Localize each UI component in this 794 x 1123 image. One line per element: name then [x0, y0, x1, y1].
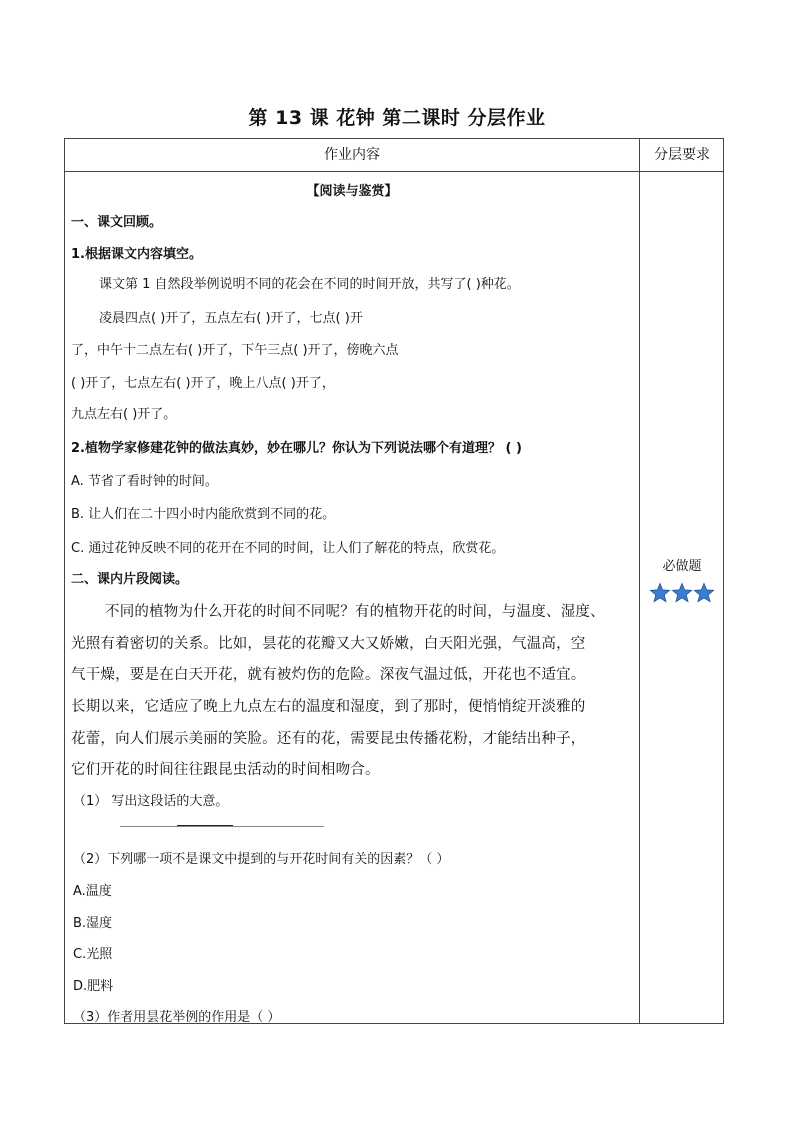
star-icon	[649, 582, 671, 604]
difficulty-stars	[640, 582, 724, 608]
q2-option-c: C. 通过花钟反映不同的花开在不同的时间，让人们了解花的特点，欣赏花。	[71, 541, 505, 556]
sub-question-2: （2）下列哪一项不是课文中提到的与开花时间有关的因素？（ ）	[73, 852, 450, 867]
header-content: 作业内容	[324, 147, 380, 163]
q2-option-a: A. 节省了看时钟的时间。	[71, 474, 218, 489]
sq2-option-c: C.光照	[73, 947, 113, 962]
sq2-option-d: D.肥料	[73, 979, 114, 994]
answer-line	[120, 826, 324, 827]
page-title: 第 13 课 花钟 第二课时 分层作业	[248, 107, 546, 129]
q2-option-b: B. 让人们在二十四小时内能欣赏到不同的花。	[71, 507, 336, 522]
q1-line: 课文第 1 自然段举例说明不同的花会在不同的时间开放，共写了( )种花。	[99, 277, 520, 292]
passage-line: 它们开花的时间往往跟昆虫活动的时间相吻合。	[71, 762, 380, 778]
passage-line: 光照有着密切的关系。比如，昙花的花瓣又大又娇嫩，白天阳光强，气温高，空	[71, 636, 586, 652]
requirement-cell	[640, 172, 724, 1023]
requirement-label: 必做题	[662, 559, 702, 574]
q1-line: 九点左右( )开了。	[71, 407, 177, 422]
section-reading: 【阅读与鉴赏】	[306, 184, 398, 199]
part1-title: 一、课文回顾。	[71, 215, 163, 230]
content-cell	[65, 172, 639, 1023]
sq2-option-a: A.温度	[73, 884, 112, 899]
q1-title: 1.根据课文内容填空。	[71, 247, 202, 262]
sub-question-1: （1） 写出这段话的大意。	[73, 794, 229, 809]
sub-question-3: （3）作者用昙花举例的作用是（ ）	[73, 1010, 281, 1025]
passage-line: 气干燥，要是在白天开花，就有被灼伤的危险。深夜气温过低，开花也不适宜。	[71, 667, 586, 683]
header-requirement: 分层要求	[654, 147, 710, 163]
sq2-option-b: B.湿度	[73, 916, 113, 931]
passage-line: 花蕾，向人们展示美丽的笑脸。还有的花，需要昆虫传播花粉，才能结出种子，	[71, 731, 586, 747]
passage-line: 不同的植物为什么开花的时间不同呢？有的植物开花的时间，与温度、湿度、	[105, 604, 605, 620]
passage-line: 长期以来，它适应了晚上九点左右的温度和湿度，到了那时，便悄悄绽开淡雅的	[71, 699, 586, 715]
assignment-table	[64, 138, 724, 1024]
star-icon	[671, 582, 693, 604]
q1-line: 了，中午十二点左右( )开了，下午三点( )开了，傍晚六点	[71, 343, 399, 358]
q1-line: 凌晨四点( )开了，五点左右( )开了，七点( )开	[99, 311, 363, 326]
part2-title: 二、课内片段阅读。	[71, 572, 189, 587]
star-icon	[693, 582, 715, 604]
q1-line: ( )开了，七点左右( )开了，晚上八点( )开了，	[71, 376, 335, 391]
answer-line-segment	[177, 825, 233, 826]
q2-title: 2.植物学家修建花钟的做法真妙，妙在哪儿？你认为下列说法哪个有道理？ ( )	[71, 441, 522, 456]
